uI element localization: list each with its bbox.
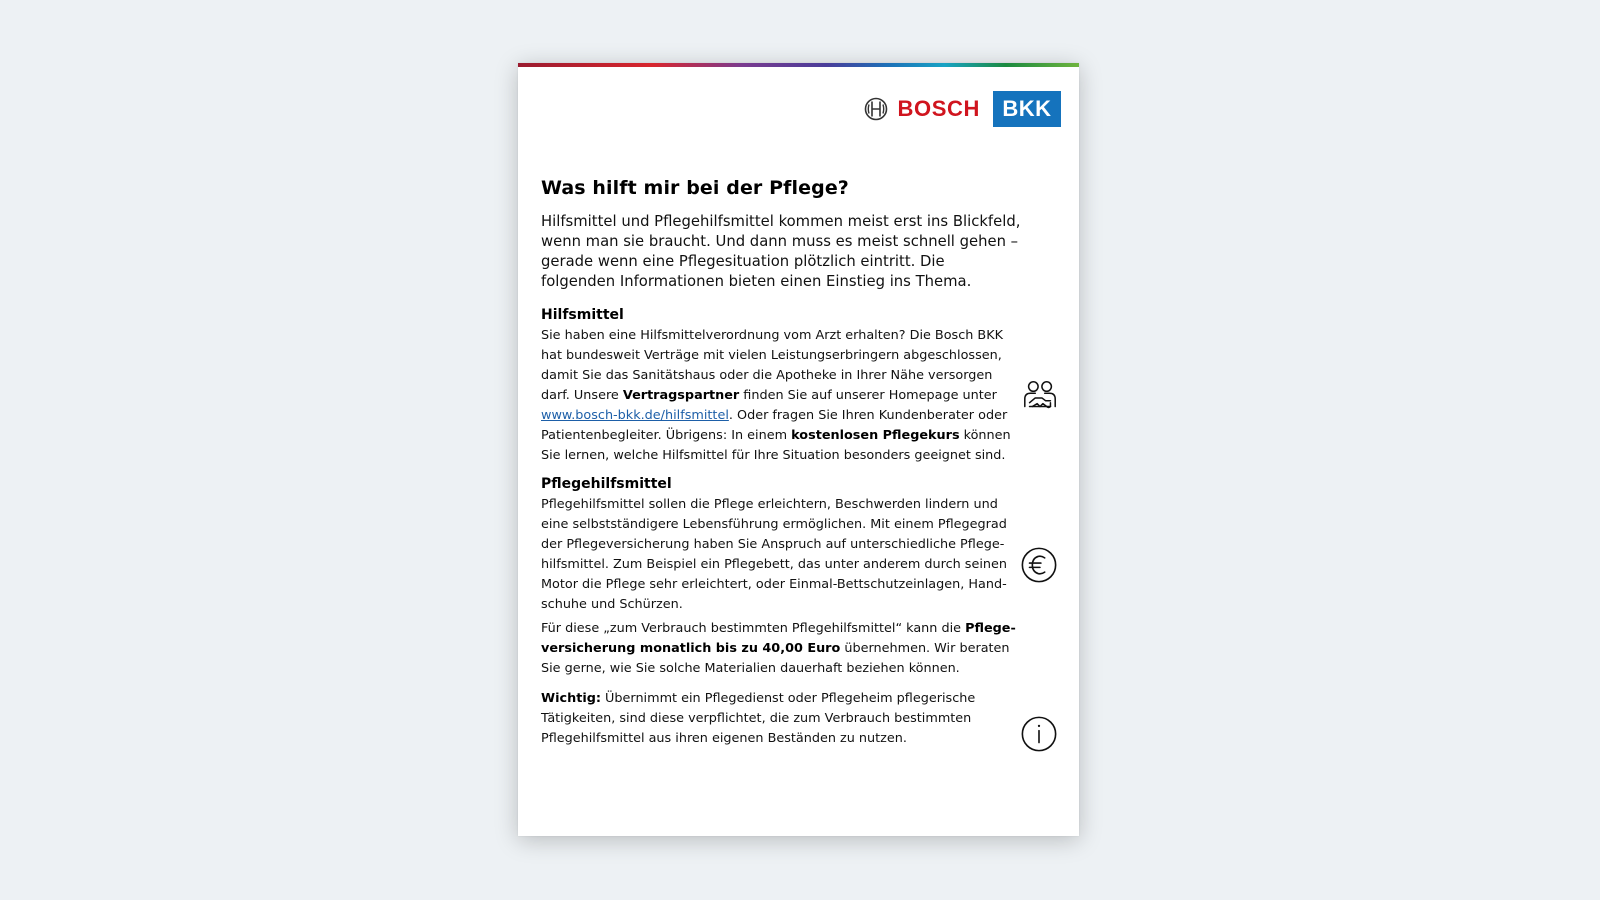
hilfsmittel-text bbox=[541, 326, 1021, 466]
logo-bar bbox=[864, 91, 1061, 127]
euro-amount-bold: Pflegeversicherung monatlich bis zu 40,00 Euro bbox=[541, 621, 1016, 656]
vertragspartner-bold: Vertragspartner bbox=[622, 388, 740, 403]
page-title: Was hilft mir bei der Pflege? bbox=[541, 177, 849, 199]
bosch-wordmark: BOSCH bbox=[897, 96, 980, 121]
wichtig-body: Übernimmt ein Pflegedienst oder Pflegeheim pflegerische Tätigkeiten, sind diese verpflichtet, die zum Verbrauch bestimmten Pflegehilfsmittel aus ihren eigenen Beständen zu nutzen. bbox=[541, 691, 976, 746]
document-page bbox=[518, 63, 1079, 836]
bkk-logo: BKK bbox=[993, 91, 1061, 127]
pflegehilfsmittel-euro-text bbox=[541, 619, 1021, 679]
hilfsmittel-text-part-1: Sie haben eine Hilfsmittelverordnung vom Arzt erhalten? Die Bosch BKK hat bundesweit Verträge mit vielen Leistungserbringern abgeschlossen, damit Sie das Sanitätshaus oder die Apotheke in Ihrer Nähe versorgen darf. Unsere bbox=[541, 328, 1003, 403]
pflegehilfsmittel-text: Pflegehilfsmittel sollen die Pflege erleichtern, Beschwerden lindern und eine selbstständigere Lebensführung ermöglichen. Mit einem Pflegegrad der Pflegeversicherung haben Sie Anspruch auf unterschiedliche Pflegehilfsmittel. Zum Beispiel ein Pflegebett, das unter anderem durch seinen Motor die Pflege sehr erleichtert, oder Einmal-Bettschutzeinlagen, Handschuhe und Schürzen. bbox=[541, 497, 1007, 612]
content bbox=[541, 177, 1021, 749]
hilfsmittel-heading: Hilfsmittel bbox=[541, 307, 624, 323]
euro-icon bbox=[1020, 546, 1058, 584]
bosch-logo bbox=[864, 96, 980, 122]
color-stripe bbox=[518, 63, 1079, 67]
euro-text-part-1: Für diese „zum Verbrauch bestimmten Pflegehilfsmittel“ kann die bbox=[541, 621, 966, 636]
wichtig-text bbox=[541, 689, 1021, 749]
hilfsmittel-text-part-3: . Oder fragen Sie Ihren Kundenberater oder Patientenbegleiter. Übrigens: In einem bbox=[541, 408, 1008, 443]
pflegehilfsmittel-heading: Pflegehilfsmittel bbox=[541, 476, 672, 492]
pflegekurs-bold: kostenlosen Pflegekurs bbox=[791, 428, 960, 443]
hilfsmittel-text-part-2: finden Sie auf unserer Homepage unter bbox=[739, 388, 997, 403]
wichtig-label: Wichtig: bbox=[541, 691, 601, 706]
hilfsmittel-link[interactable]: www.bosch-bkk.de/hilfsmittel bbox=[541, 408, 729, 423]
euro-text-part-2: übernehmen. Wir beraten Sie gerne, wie Sie solche Materialien dauerhaft beziehen können. bbox=[541, 641, 1010, 676]
people-handshake-icon bbox=[1021, 378, 1059, 416]
info-icon bbox=[1020, 715, 1058, 753]
intro-text: Hilfsmittel und Pflegehilfsmittel kommen meist erst ins Blickfeld, wenn man sie braucht. Und dann muss es meist schnell gehen – gerade wenn eine Pflegesituation plötzlich eintritt. Die folgenden Informationen bieten einen Einstieg ins Thema. bbox=[541, 213, 1021, 290]
bosch-armature-icon bbox=[864, 97, 888, 121]
hilfsmittel-text-part-4: können Sie lernen, welche Hilfsmittel für Ihre Situation besonders geeignet sind. bbox=[541, 428, 1011, 463]
